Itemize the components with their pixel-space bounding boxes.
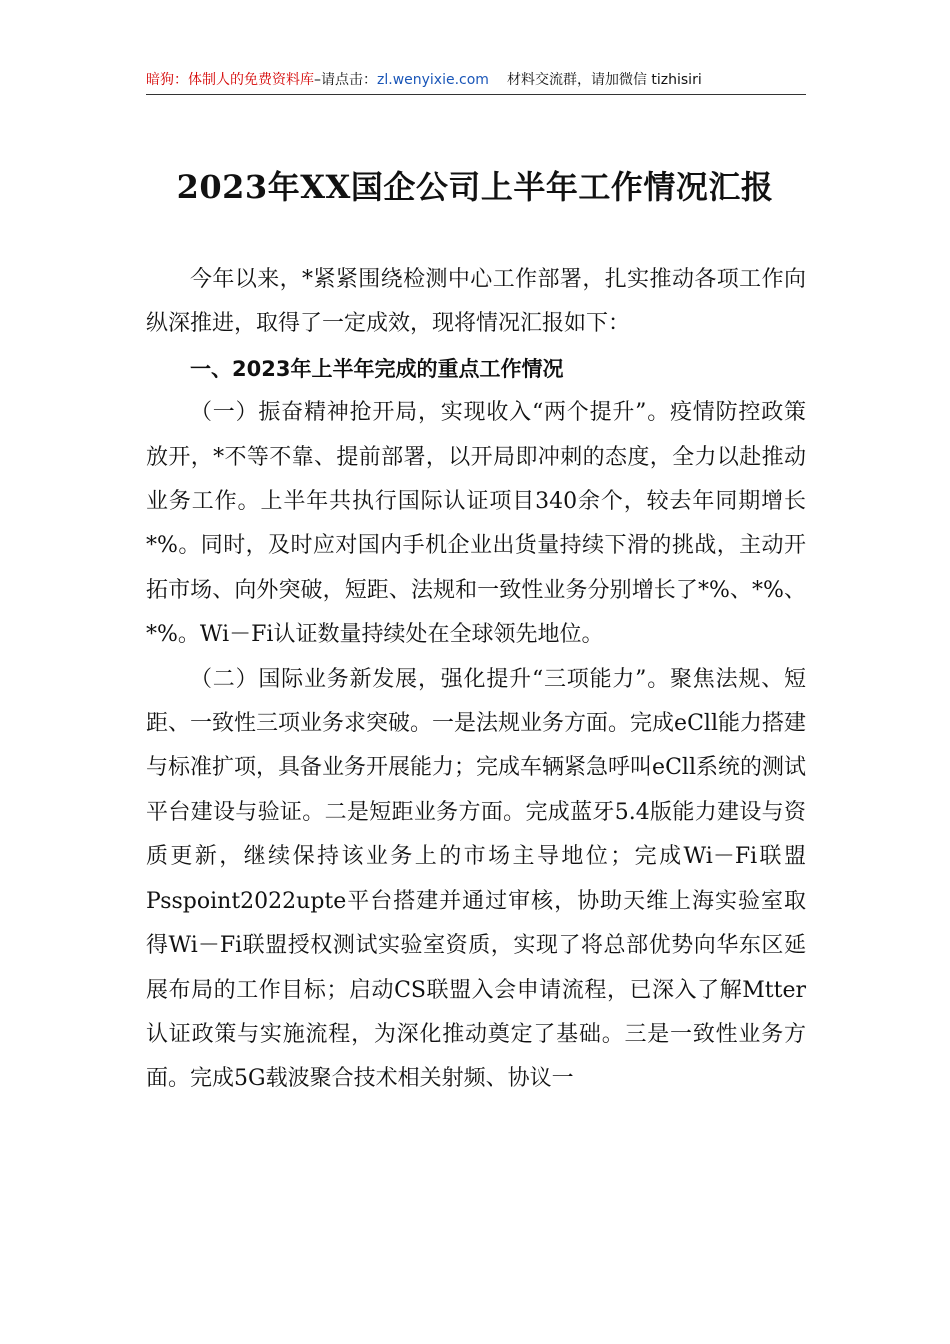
page-header bbox=[146, 66, 806, 95]
header-contact: 材料交流群，请加微信 tizhisiri bbox=[506, 72, 702, 88]
paragraph-1: （一）振奋精神抢开局，实现收入“两个提升”。疫情防控政策放开，*不等不靠、提前部署，以开局即冲刺的态度，全力以赴推动业务工作。上半年共执行国际认证项目340余个，较去年同期增长*%。同时，及时应对国内手机企业出货量持续下滑的挑战，主动开拓市场、向外突破，短距、法规和一致性业务分别增长了*%、*%、*%。Wi－Fi认证数量持续处在全球领先地位。 bbox=[146, 400, 806, 648]
header-brand: 暗狗：体制人的免费资料库 bbox=[146, 72, 314, 88]
paragraph-2: （二）国际业务新发展，强化提升“三项能力”。聚焦法规、短距、一致性三项业务求突破。一是法规业务方面。完成eCll能力搭建与标准扩项，具备业务开展能力；完成车辆紧急呼叫eCll系统的测试平台建设与验证。二是短距业务方面。完成蓝牙5.4版能力建设与资质更新，继续保持该业务上的市场主导地位；完成Wi－Fi联盟Psspoint2022upte平台搭建并通过审核，协助天维上海实验室取得Wi－Fi联盟授权测试实验室资质，实现了将总部优势向华东区延展布局的工作目标；启动CS联盟入会申请流程，已深入了解Mtter认证政策与实施流程，为深化推动奠定了基础。三是一致性业务方面。完成5G载波聚合技术相关射频、协议一 bbox=[146, 666, 806, 1092]
section-heading: 一、2023年上半年完成的重点工作情况 bbox=[190, 356, 564, 381]
document-body bbox=[146, 258, 806, 1102]
intro-paragraph: 今年以来，*紧紧围绕检测中心工作部署，扎实推动各项工作向纵深推进，取得了一定成效，现将情况汇报如下： bbox=[146, 267, 806, 337]
document-title: 2023年XX国企公司上半年工作情况汇报 bbox=[176, 168, 774, 206]
header-url-link[interactable]: zl.wenyixie.com bbox=[377, 72, 489, 88]
header-prompt: –请点击： bbox=[314, 72, 377, 88]
